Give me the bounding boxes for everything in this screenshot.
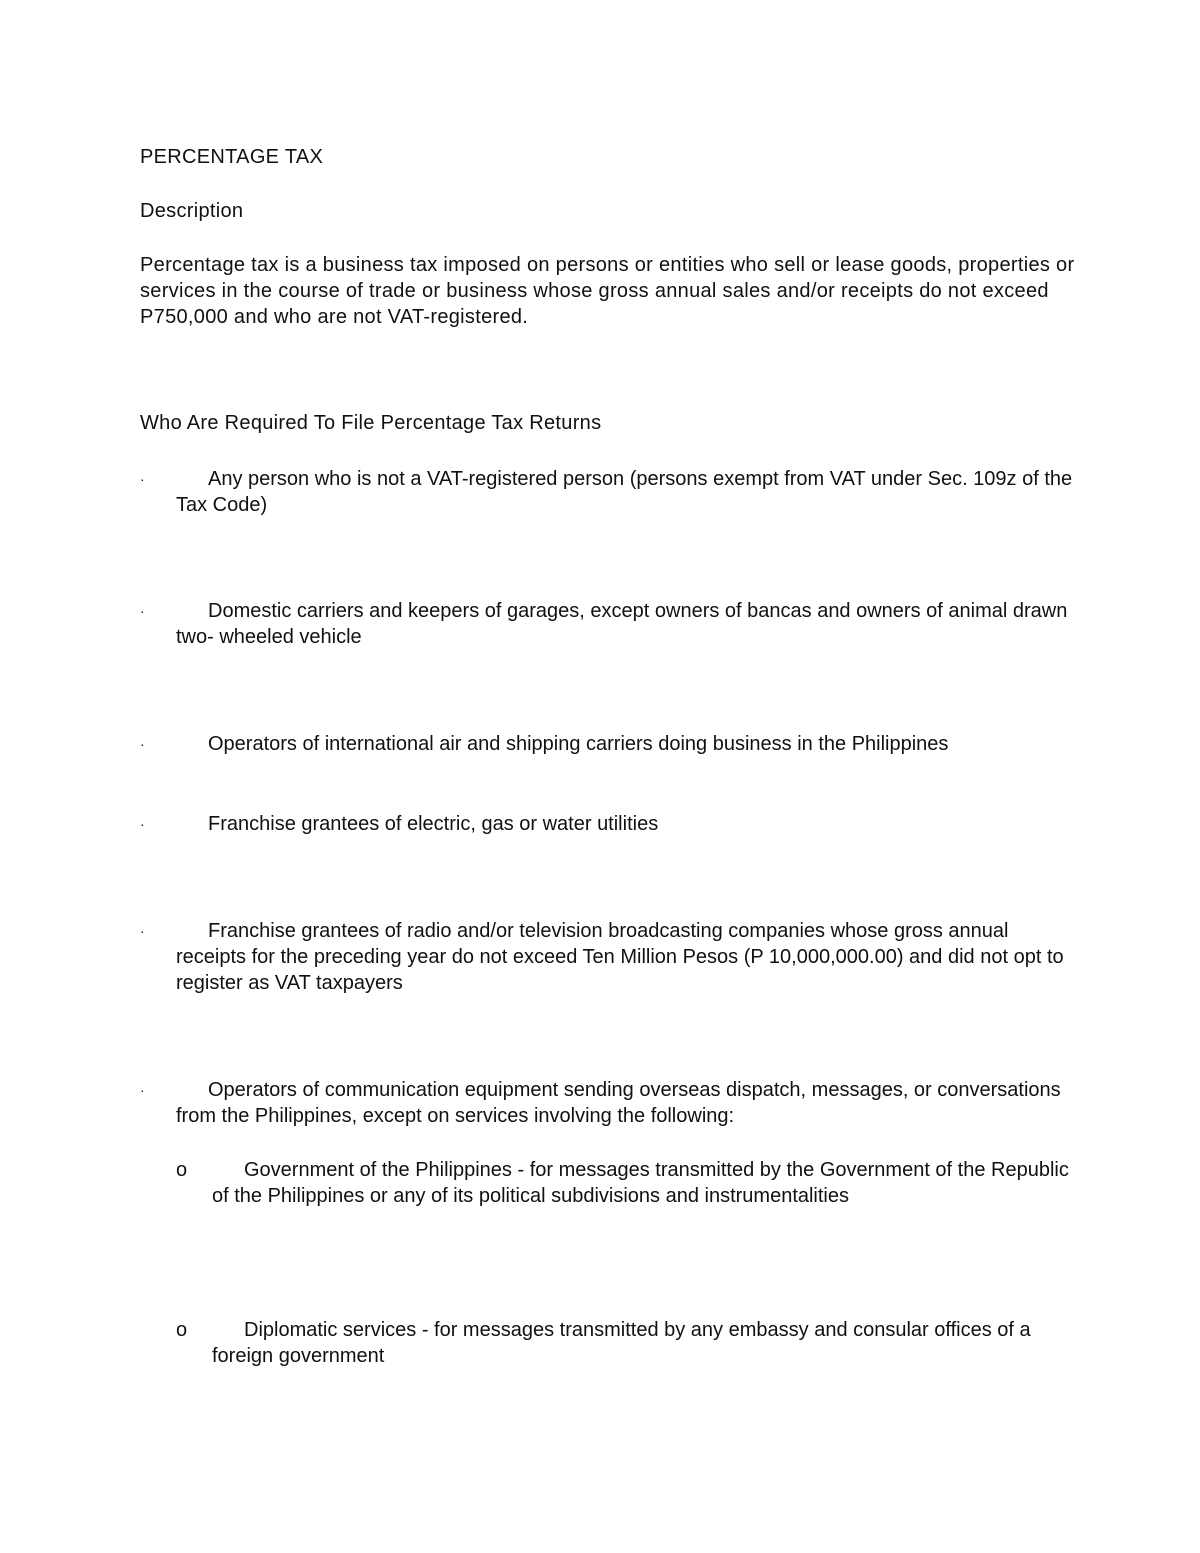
sub-list-item <box>176 1317 1076 1369</box>
section-heading: Who Are Required To File Percentage Tax Returns <box>140 412 602 434</box>
description-heading: Description <box>140 200 244 222</box>
list-item-text: Franchise grantees of radio and/or television broadcasting companies whose gross annual receipts for the preceding year do not exceed Ten Million Pesos (P 10,000,000.00) and did not opt to register as VAT taxpayers <box>176 920 1064 994</box>
sub-list-item <box>176 1157 1076 1209</box>
document-title: PERCENTAGE TAX <box>140 146 324 168</box>
list-item-text: Any person who is not a VAT-registered person (persons exempt from VAT under Sec. 109z of the Tax Code) <box>176 468 1073 516</box>
list-item-text: Domestic carriers and keepers of garages, except owners of bancas and owners of animal drawn two- wheeled vehicle <box>176 600 1068 648</box>
list-item <box>140 1077 1075 1129</box>
list-item-text: Operators of communication equipment sending overseas dispatch, messages, or conversations from the Philippines, except on services involving the following: <box>176 1079 1061 1127</box>
sub-bullet-marker: o <box>176 1159 188 1181</box>
description-paragraph: Percentage tax is a business tax imposed on persons or entities who sell or lease goods, properties or services in the course of trade or business whose gross annual sales and/or receipts do not exceed P750,000 and who are not VAT-registered. <box>140 254 1075 328</box>
bullet-marker: · <box>140 471 145 487</box>
sub-bullet-marker: o <box>176 1319 188 1341</box>
bullet-marker: · <box>140 603 145 619</box>
bullet-marker: · <box>140 1082 145 1098</box>
sub-list-item-text: Government of the Philippines - for messages transmitted by the Government of the Republic of the Philippines or any of its political subdivisions and instrumentalities <box>212 1159 1069 1207</box>
list-item <box>140 598 1075 650</box>
list-item <box>140 811 1075 837</box>
bullet-marker: · <box>140 736 145 752</box>
list-item-text: Operators of international air and shipping carriers doing business in the Philippines <box>208 733 949 755</box>
bullet-marker: · <box>140 923 145 939</box>
list-item-text: Franchise grantees of electric, gas or water utilities <box>208 813 659 835</box>
bullet-marker: · <box>140 816 145 832</box>
list-item <box>140 918 1075 996</box>
list-item <box>140 731 1075 757</box>
list-item <box>140 466 1075 518</box>
sub-list-item-text: Diplomatic services - for messages transmitted by any embassy and consular offices of a foreign government <box>212 1319 1031 1367</box>
